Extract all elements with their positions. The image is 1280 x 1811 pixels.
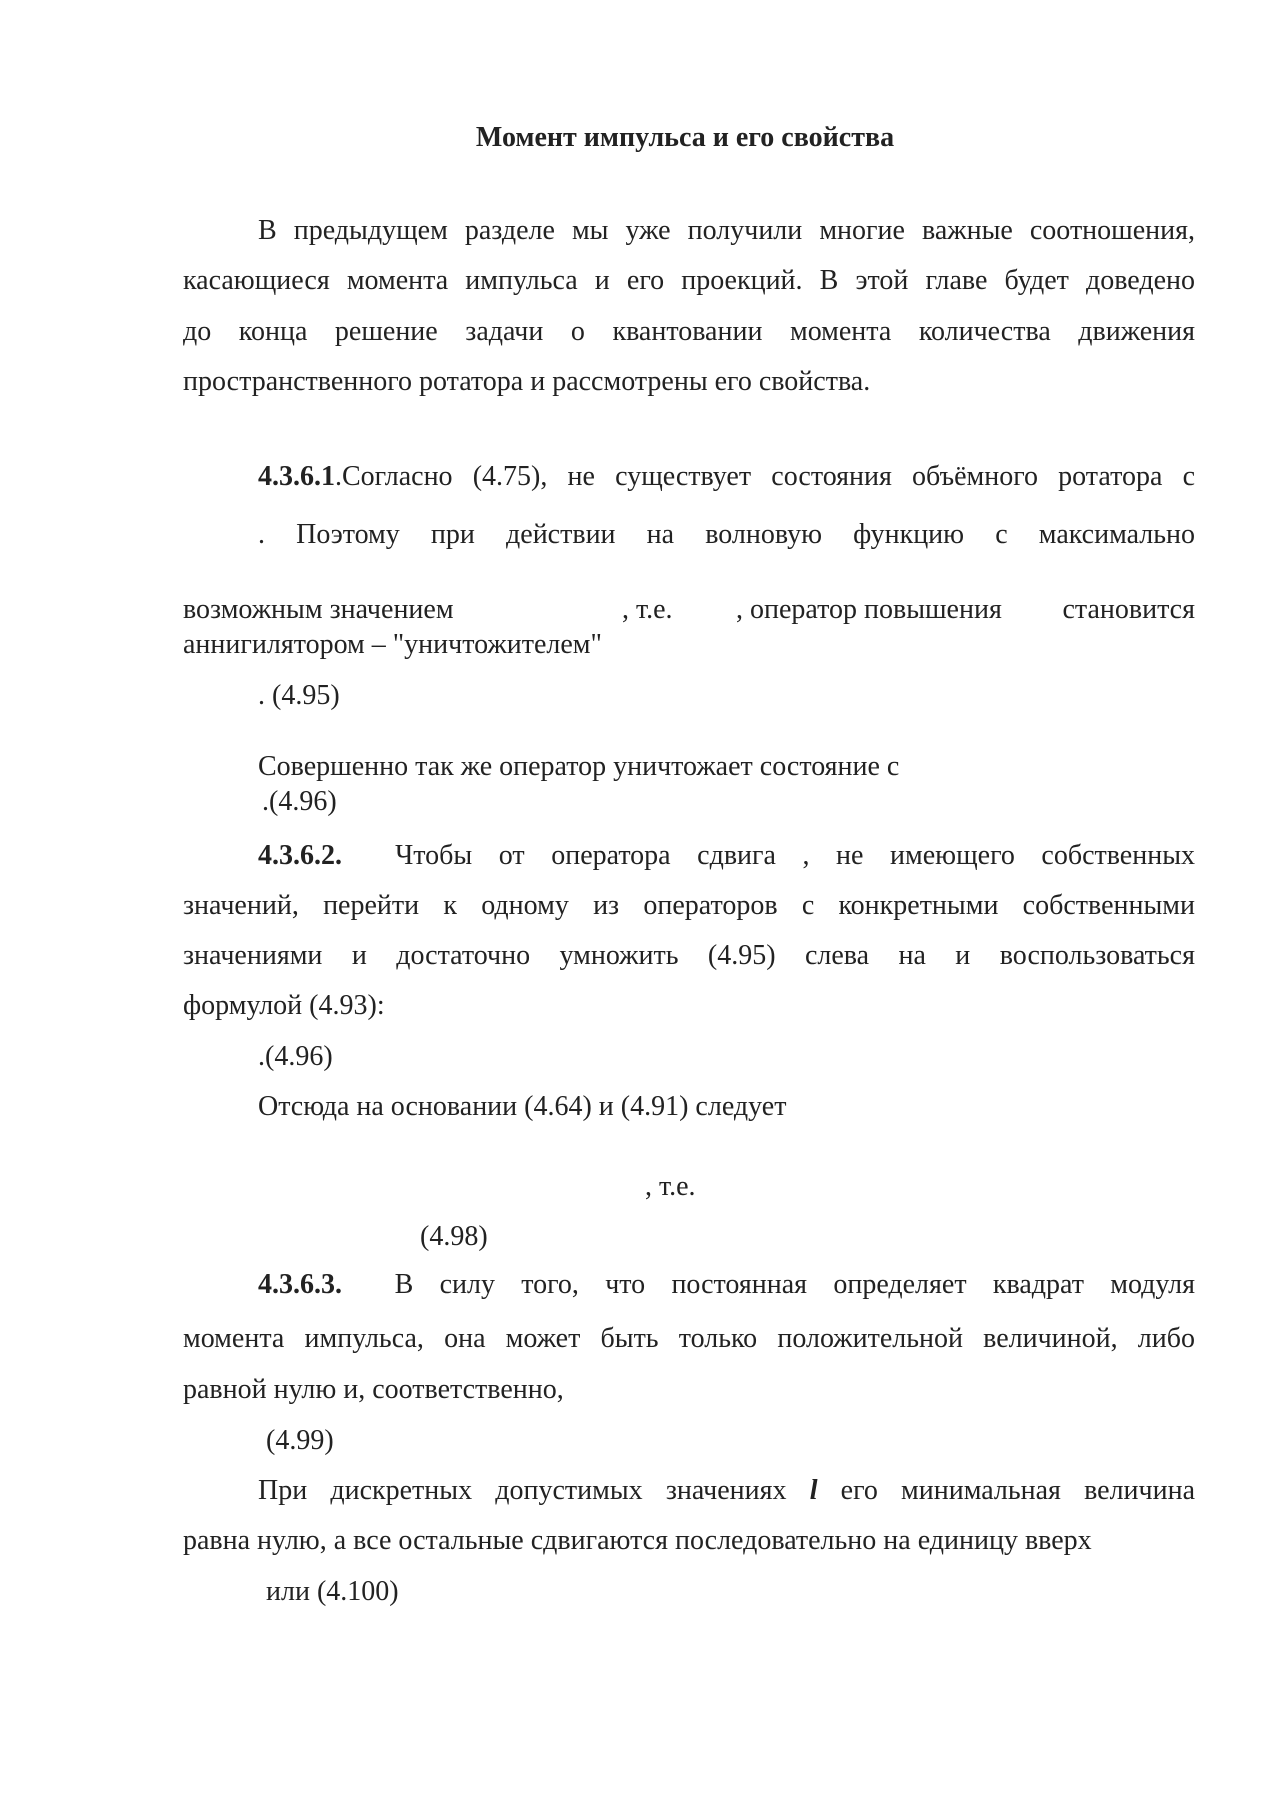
section-1-line-3b: , т.е. xyxy=(622,594,673,625)
equation-4-96: .(4.96) xyxy=(262,786,337,817)
page-title: Момент импульса и его свойства xyxy=(475,122,895,153)
section-number: 4.3.6.1 xyxy=(258,461,335,492)
section-1-line-3a: возможным значением xyxy=(183,594,454,625)
section-2-line-1 xyxy=(183,839,1195,873)
section-1-line-2: . Поэтому при действии на волновую функцию с максимально xyxy=(258,519,1195,550)
section-2-te: , т.е. xyxy=(645,1171,696,1202)
equation-4-95: . (4.95) xyxy=(258,680,340,711)
section-3-line-5: равна нулю, а все остальные сдвигаются последовательно на единицу вверх xyxy=(183,1525,1092,1556)
section-1-line-5: Совершенно так же оператор уничтожает состояние с xyxy=(258,751,900,782)
section-2-line-4: формулой (4.93): xyxy=(183,990,385,1021)
intro-line-1: В предыдущем разделе мы уже получили многие важные соотношения, xyxy=(258,215,1195,246)
section-1-line-3c: , оператор повышения xyxy=(736,594,1002,625)
section-3-text-4a: При дискретных допустимых значениях xyxy=(258,1475,787,1506)
section-1-text-1: .Согласно (4.75), не существует состояния объёмного ротатора с xyxy=(335,461,1195,492)
equation-4-98: (4.98) xyxy=(420,1221,488,1252)
section-number: 4.3.6.3. xyxy=(258,1269,342,1300)
section-2-line-2: значений, перейти к одному из операторов с конкретными собственными xyxy=(183,890,1195,921)
section-3-line-4 xyxy=(183,1474,1195,1508)
section-3-line-1 xyxy=(183,1268,1195,1302)
section-2-line-5: Отсюда на основании (4.64) и (4.91) следует xyxy=(258,1091,787,1122)
section-3-line-3: равной нулю и, соответственно, xyxy=(183,1374,564,1405)
section-2-line-3: значениями и достаточно умножить (4.95) слева на и воспользоваться xyxy=(183,940,1195,971)
section-1-line-4: аннигилятором – "уничтожителем" xyxy=(183,629,602,660)
section-1-line-3d: становится xyxy=(1062,594,1195,625)
section-2-text-1: Чтобы от оператора сдвига , не имеющего собственных xyxy=(395,840,1196,871)
section-3-line-2: момента импульса, она может быть только положительной величиной, либо xyxy=(183,1323,1195,1354)
section-1-line-1 xyxy=(183,460,1195,494)
intro-line-3: до конца решение задачи о квантовании момента количества движения xyxy=(183,316,1195,347)
intro-line-2: касающиеся момента импульса и его проекций. В этой главе будет доведено xyxy=(183,265,1195,296)
section-number: 4.3.6.2. xyxy=(258,840,342,871)
equation-4-99: (4.99) xyxy=(266,1425,334,1456)
section-3-text-4b: его минимальная величина xyxy=(840,1475,1196,1506)
variable-l: l xyxy=(809,1475,818,1506)
equation-4-96b: .(4.96) xyxy=(258,1041,333,1072)
equation-4-100: или (4.100) xyxy=(266,1576,399,1607)
section-3-text-1: В силу того, что постоянная определяет квадрат модуля xyxy=(394,1269,1196,1300)
intro-line-4: пространственного ротатора и рассмотрены его свойства. xyxy=(183,366,871,397)
